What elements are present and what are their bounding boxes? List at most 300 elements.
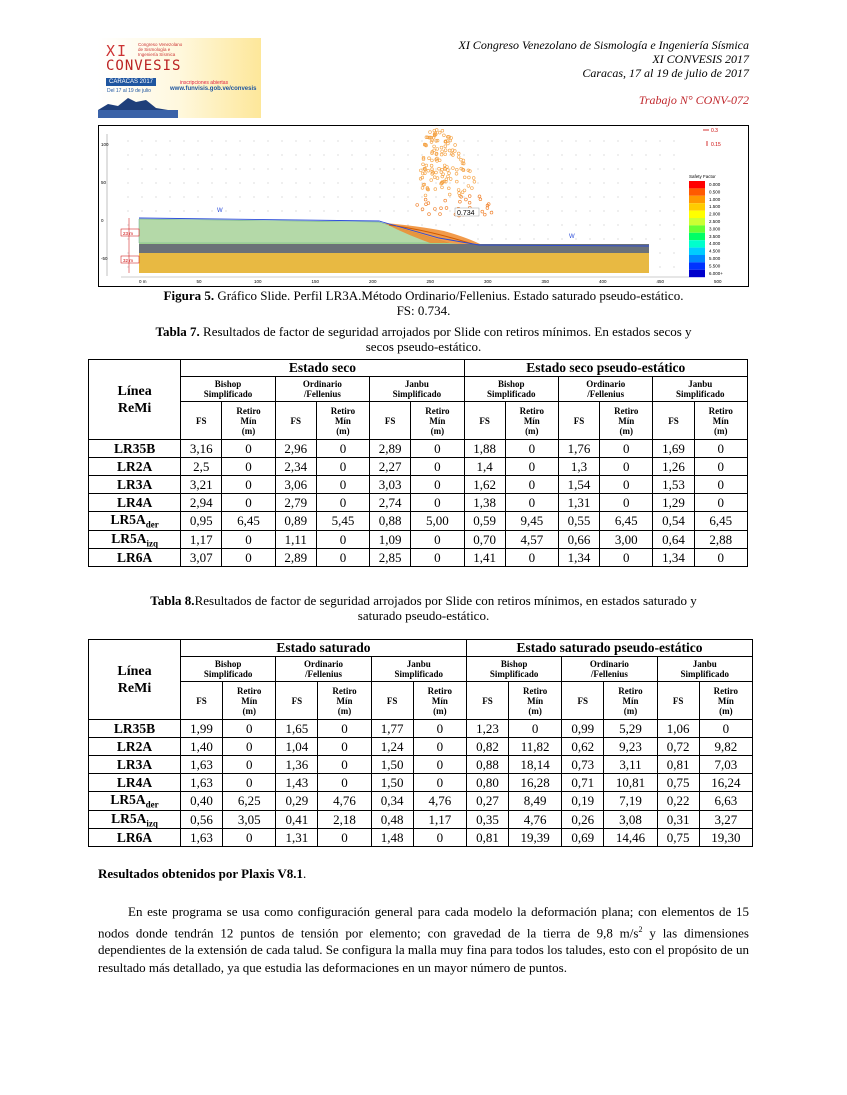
row-line-name: LR6A [89, 549, 181, 567]
table-row [89, 792, 753, 811]
table-cell: 19,39 [509, 829, 562, 847]
paragraph-part2: y las dimensiones dependientes de la extensión de cada talud. Se configura la malla muy fina para todos los taludes, esto con el propósito de un resultado más detallado, ya que estudia las deformaciones en un mayor número de puntos. [98, 924, 749, 975]
method-header: Ordinario /Fellenius [558, 377, 652, 402]
table-cell: 14,46 [604, 829, 657, 847]
table-cell: 1,77 [371, 720, 413, 738]
x-tick-label: 300 [484, 279, 492, 284]
table-cell: 9,23 [604, 738, 657, 756]
table-cell: 0 [694, 549, 747, 567]
table-row [89, 458, 748, 476]
logo-mountain-graphic [98, 38, 261, 118]
method-header: Bishop Simplificado [181, 377, 275, 402]
retiro-header: Retiro Mín (m) [604, 682, 657, 720]
table-cell: 1,23 [466, 720, 508, 738]
tabla8-caption [98, 593, 749, 623]
table-cell: 2,89 [370, 440, 411, 458]
fs-header: FS [275, 402, 316, 440]
table-cell: 6,45 [694, 512, 747, 531]
table-row [89, 476, 748, 494]
table-cell: 1,48 [371, 829, 413, 847]
table-cell: 0 [222, 549, 275, 567]
table-cell: 1,34 [653, 549, 694, 567]
header-info [458, 38, 749, 107]
table-cell: 2,5 [181, 458, 222, 476]
logo-convesis: CONVESIS [106, 58, 182, 74]
table-cell: 0,69 [562, 829, 604, 847]
load-label-2: 0.15 [711, 142, 721, 148]
table-cell: 0,75 [657, 774, 699, 792]
table-cell: 1,06 [657, 720, 699, 738]
table-cell: 1,26 [653, 458, 694, 476]
legend-swatch [689, 262, 705, 269]
table-cell: 0 [600, 458, 653, 476]
table-cell: 2,27 [370, 458, 411, 476]
table-cell: 2,96 [275, 440, 316, 458]
table-cell: 0 [694, 440, 747, 458]
table-cell: 0,54 [653, 512, 694, 531]
table-row [89, 810, 753, 829]
method-header: Ordinario /Fellenius [276, 657, 371, 682]
table-cell: 3,05 [223, 810, 276, 829]
table-row [89, 494, 748, 512]
header-linea-remi [89, 360, 181, 440]
legend-value: 0.500 [709, 189, 721, 195]
logo-url: www.funvisis.gob.ve/convesis [170, 86, 257, 92]
x-tick-label: 350 [541, 279, 550, 284]
table-cell: 1,24 [371, 738, 413, 756]
table-cell: 2,74 [370, 494, 411, 512]
fs-label: 0.734 [457, 210, 475, 217]
group-header-2: Estado seco pseudo-estático [464, 360, 747, 377]
legend-title: Safety Factor [689, 174, 716, 179]
table-cell: 1,54 [558, 476, 599, 494]
row-line-name: LR3A [89, 756, 181, 774]
table-cell: 0,41 [276, 810, 318, 829]
table-cell: 8,49 [509, 792, 562, 811]
table-cell: 0 [316, 530, 369, 549]
table-cell: 2,85 [370, 549, 411, 567]
table-cell: 0 [600, 549, 653, 567]
x-tick-label: 150 [311, 279, 320, 284]
legend-value: 3.500 [709, 233, 721, 239]
y-axis-ticks [101, 142, 109, 261]
table-cell: 0,75 [657, 829, 699, 847]
table-cell: 3,27 [699, 810, 752, 829]
legend-swatch [689, 270, 705, 277]
table-cell: 0 [411, 440, 464, 458]
table-cell: 3,07 [181, 549, 222, 567]
table-cell: 0,40 [181, 792, 223, 811]
row-line-name: LR2A [89, 458, 181, 476]
fs-header: FS [657, 682, 699, 720]
table-cell: 0 [222, 494, 275, 512]
table-cell: 16,24 [699, 774, 752, 792]
table-cell: 3,08 [604, 810, 657, 829]
x-tick-label: 0 m [139, 279, 147, 284]
table-cell: 0,88 [466, 756, 508, 774]
table-cell: 0 [318, 829, 371, 847]
table-cell: 11,82 [509, 738, 562, 756]
method-header: Bishop Simplificado [464, 377, 558, 402]
legend-value: 1.000 [709, 196, 721, 202]
figure-caption-line2: FS: 0.734. [396, 303, 451, 318]
row-line-name: $LR5A_{izq}$ [89, 810, 181, 829]
table-row [89, 512, 748, 531]
x-tick-label: 450 [656, 279, 665, 284]
y-tick-label: -50 [101, 256, 108, 261]
logo-inscripciones: inscripciones abiertas [180, 80, 229, 86]
tabla8 [88, 639, 753, 847]
table-cell: 5,45 [316, 512, 369, 531]
retiro-header: Retiro Mín (m) [699, 682, 752, 720]
table-cell: 0 [694, 476, 747, 494]
table-cell: 16,28 [509, 774, 562, 792]
row-line-name: LR35B [89, 440, 181, 458]
table-cell: 0 [600, 494, 653, 512]
table-cell: 7,03 [699, 756, 752, 774]
table-cell: 0 [222, 530, 275, 549]
legend-swatch [689, 248, 705, 255]
row-line-name: LR2A [89, 738, 181, 756]
table-cell: 2,94 [181, 494, 222, 512]
header-trabajo: Trabajo N° CONV-072 [638, 93, 749, 107]
table-cell: 1,38 [464, 494, 505, 512]
table-cell: 0,62 [562, 738, 604, 756]
table-cell: 0,27 [466, 792, 508, 811]
table-cell: 0 [222, 458, 275, 476]
legend-swatch [689, 211, 705, 218]
table-cell: 0,31 [657, 810, 699, 829]
table-cell: 0,80 [466, 774, 508, 792]
legend-value: 2.500 [709, 219, 721, 224]
method-header: Bishop Simplificado [466, 657, 561, 682]
legend-value: 5.500 [709, 263, 721, 269]
table-cell: 0 [694, 494, 747, 512]
table-cell: 0,95 [181, 512, 222, 531]
table-cell: 1,65 [276, 720, 318, 738]
table-cell: 2,18 [318, 810, 371, 829]
table-row [89, 720, 753, 738]
table-cell: 1,88 [464, 440, 505, 458]
table-cell: 0 [318, 774, 371, 792]
legend-swatch [689, 225, 705, 232]
legend-value: 4.500 [709, 248, 721, 254]
tabla7-caption-line2: secos pseudo-estático. [365, 339, 482, 354]
table-cell: 4,76 [318, 792, 371, 811]
row-line-name: LR3A [89, 476, 181, 494]
table-cell: 0,34 [371, 792, 413, 811]
table-cell: 6,45 [222, 512, 275, 531]
table-cell: 1,69 [653, 440, 694, 458]
table-cell: 0 [223, 829, 276, 847]
retiro-header: Retiro Mín (m) [600, 402, 653, 440]
fs-header: FS [276, 682, 318, 720]
legend-swatch [689, 196, 705, 203]
table-cell: 0 [600, 476, 653, 494]
table-cell: 0 [316, 549, 369, 567]
table-cell: 2,88 [694, 530, 747, 549]
table-row [89, 756, 753, 774]
logo-dates: Del 17 al 19 de julio [107, 88, 151, 94]
row-line-name: LR35B [89, 720, 181, 738]
table-cell: 1,63 [181, 774, 223, 792]
table-cell: 0 [411, 458, 464, 476]
method-header: Bishop Simplificado [181, 657, 276, 682]
load-label-1: 0.3 [711, 128, 718, 134]
x-tick-label: 200 [369, 279, 377, 284]
retiro-header: Retiro Mín (m) [316, 402, 369, 440]
tabla8-caption-text: Resultados de factor de seguridad arrojados por Slide con retiros mínimos, en estados saturado y [194, 593, 697, 608]
table-cell: 0 [413, 720, 466, 738]
table-cell: 0 [222, 476, 275, 494]
row-line-name: $LR5A_{izq}$ [89, 530, 181, 549]
header-linea: Línea [117, 663, 152, 679]
fs-header: FS [181, 402, 222, 440]
legend-value: 2.000 [709, 211, 721, 217]
header-dates: Caracas, 17 al 19 de julio de 2017 [582, 66, 749, 80]
table-cell: 0 [411, 476, 464, 494]
table-cell: 1,09 [370, 530, 411, 549]
tabla8-caption-label: Tabla 8. [150, 593, 195, 608]
table-cell: 1,34 [558, 549, 599, 567]
y-tick-label: 100 [101, 142, 109, 147]
table-cell: 1,31 [558, 494, 599, 512]
table-cell: 0,35 [466, 810, 508, 829]
table-cell: 0,22 [657, 792, 699, 811]
table-cell: 0 [413, 774, 466, 792]
retiro-header: Retiro Mín (m) [411, 402, 464, 440]
table-cell: 0,48 [371, 810, 413, 829]
retiro-header: Retiro Mín (m) [223, 682, 276, 720]
legend-value: 1.500 [709, 204, 721, 210]
header-congress: XI Congreso Venezolano de Sismología e Ingeniería Sísmica [458, 38, 749, 52]
table-cell: 0,64 [653, 530, 694, 549]
table-cell: 7,19 [604, 792, 657, 811]
fs-header: FS [558, 402, 599, 440]
x-tick-label: 400 [599, 279, 607, 284]
retiro-header: Retiro Mín (m) [694, 402, 747, 440]
table-cell: 3,06 [275, 476, 316, 494]
retiro-header: Retiro Mín (m) [318, 682, 371, 720]
table-cell: 1,43 [276, 774, 318, 792]
convesis-logo [98, 38, 261, 118]
table-cell: 4,76 [509, 810, 562, 829]
table-cell: 5,29 [604, 720, 657, 738]
y-tick-label: 0 [101, 218, 104, 223]
table-cell: 1,41 [464, 549, 505, 567]
table-cell: 19,30 [699, 829, 752, 847]
x-tick-label: 250 [426, 279, 435, 284]
row-line-name: $LR5A_{der}$ [89, 792, 181, 811]
fs-header: FS [562, 682, 604, 720]
table-cell: 0 [505, 440, 558, 458]
group-header-2: Estado saturado pseudo-estático [466, 640, 752, 657]
table-cell: 0 [318, 720, 371, 738]
legend-swatch [689, 188, 705, 195]
logo-caracas: CARACAS 2017 [106, 78, 156, 86]
x-tick-label: 50 [196, 279, 202, 284]
dim-label-2: 32 m [123, 258, 134, 263]
section-title-period: . [303, 866, 307, 881]
table-cell: 1,40 [181, 738, 223, 756]
x-tick-label: 500 [714, 279, 722, 284]
figure-caption [98, 288, 749, 318]
table-cell: 0,70 [464, 530, 505, 549]
safety-factor-legend [689, 174, 723, 277]
table-cell: 1,17 [181, 530, 222, 549]
table-cell: 0 [411, 530, 464, 549]
paragraph-sup: 2 [638, 924, 643, 934]
row-line-name: LR4A [89, 494, 181, 512]
table-cell: 0 [316, 476, 369, 494]
table-cell: 1,29 [653, 494, 694, 512]
row-line-name: $LR5A_{der}$ [89, 512, 181, 531]
fs-header: FS [181, 682, 223, 720]
table-cell: 0 [316, 458, 369, 476]
table-cell: 2,89 [275, 549, 316, 567]
table-cell: 0,99 [562, 720, 604, 738]
table-cell: 1,17 [413, 810, 466, 829]
method-header: Janbu Simplificado [653, 377, 748, 402]
table-cell: 1,31 [276, 829, 318, 847]
slide-figure [98, 125, 749, 287]
method-header: Janbu Simplificado [370, 377, 464, 402]
table-cell: 0 [318, 756, 371, 774]
table-cell: 0,89 [275, 512, 316, 531]
table-cell: 0,82 [466, 738, 508, 756]
legend-value: 4.000 [709, 241, 721, 247]
table-cell: 6,63 [699, 792, 752, 811]
section-title-text: Resultados obtenidos por Plaxis V8.1 [98, 866, 304, 881]
fs-header: FS [466, 682, 508, 720]
method-header: Janbu Simplificado [657, 657, 752, 682]
header-linea-remi [89, 640, 181, 720]
group-header-1: Estado saturado [181, 640, 467, 657]
table-cell: 0 [505, 549, 558, 567]
table-cell: 0,81 [657, 756, 699, 774]
table-cell: 10,81 [604, 774, 657, 792]
method-header: Ordinario /Fellenius [275, 377, 369, 402]
group-header-1: Estado seco [181, 360, 464, 377]
body-paragraph [98, 903, 749, 976]
table-row [89, 829, 753, 847]
legend-value: 3.000 [709, 226, 721, 232]
figure-caption-text: Gráfico Slide. Perfil LR3A.Método Ordinario/Fellenius. Estado saturado pseudo-estático. [214, 288, 684, 303]
table-cell: 1,4 [464, 458, 505, 476]
table-cell: 0 [413, 829, 466, 847]
table-cell: 0 [505, 476, 558, 494]
retiro-header: Retiro Mín (m) [505, 402, 558, 440]
table-cell: 0,72 [657, 738, 699, 756]
table-cell: 1,76 [558, 440, 599, 458]
table-row [89, 549, 748, 567]
header-edition: XI CONVESIS 2017 [652, 52, 749, 66]
table-cell: 1,50 [371, 774, 413, 792]
table-cell: 18,14 [509, 756, 562, 774]
table-row [89, 774, 753, 792]
table-cell: 0,81 [466, 829, 508, 847]
legend-swatch [689, 218, 705, 225]
table-cell: 0,29 [276, 792, 318, 811]
table-cell: 3,11 [604, 756, 657, 774]
water-label-left: W [217, 208, 223, 214]
table-cell: 6,25 [223, 792, 276, 811]
method-header: Janbu Simplificado [371, 657, 466, 682]
legend-swatch [689, 181, 705, 188]
table-cell: 3,16 [181, 440, 222, 458]
table-cell: 3,00 [600, 530, 653, 549]
table-cell: 9,45 [505, 512, 558, 531]
logo-xi: XI [106, 42, 129, 60]
table-cell: 0 [223, 738, 276, 756]
table-cell: 5,00 [411, 512, 464, 531]
table-cell: 3,21 [181, 476, 222, 494]
table-cell: 0 [505, 494, 558, 512]
table-cell: 0,71 [562, 774, 604, 792]
table-row [89, 738, 753, 756]
fs-header: FS [371, 682, 413, 720]
table-cell: 0,73 [562, 756, 604, 774]
table-cell: 0 [318, 738, 371, 756]
table-cell: 0 [694, 458, 747, 476]
slide-plot [99, 126, 748, 286]
table-cell: 4,76 [413, 792, 466, 811]
fs-header: FS [370, 402, 411, 440]
table-cell: 1,04 [276, 738, 318, 756]
table-cell: 0,59 [464, 512, 505, 531]
table-cell: 1,62 [464, 476, 505, 494]
y-tick-label: 50 [101, 180, 107, 185]
table-cell: 0 [699, 720, 752, 738]
tabla8-caption-line2: saturado pseudo-estático. [357, 608, 490, 623]
table-cell: 0,66 [558, 530, 599, 549]
water-label-right: W [569, 234, 575, 240]
table-cell: 1,50 [371, 756, 413, 774]
section-title [98, 866, 306, 882]
table-cell: 0 [505, 458, 558, 476]
tabla7-caption [98, 324, 749, 354]
tabla7-caption-text: Resultados de factor de seguridad arrojados por Slide con retiros mínimos. En estados secos y [199, 324, 692, 339]
legend-swatch [689, 240, 705, 247]
header-remi: ReMi [117, 680, 152, 696]
table-cell: 0 [411, 549, 464, 567]
table-cell: 2,79 [275, 494, 316, 512]
table-cell: 9,82 [699, 738, 752, 756]
table-cell: 1,3 [558, 458, 599, 476]
table-cell: 1,36 [276, 756, 318, 774]
table-cell: 0 [223, 756, 276, 774]
table-cell: 1,63 [181, 756, 223, 774]
table-cell: 0 [600, 440, 653, 458]
table-cell: 4,57 [505, 530, 558, 549]
table-cell: 0 [316, 440, 369, 458]
table-row [89, 440, 748, 458]
legend-value: 5.000 [709, 256, 721, 261]
table-cell: 0 [316, 494, 369, 512]
table-cell: 0 [411, 494, 464, 512]
header-remi: ReMi [117, 400, 152, 416]
retiro-header: Retiro Mín (m) [222, 402, 275, 440]
table-cell: 0,56 [181, 810, 223, 829]
table-cell: 6,45 [600, 512, 653, 531]
legend-swatch [689, 255, 705, 262]
fs-header: FS [653, 402, 694, 440]
table-cell: 1,53 [653, 476, 694, 494]
legend-swatch [689, 203, 705, 210]
table-cell: 0,55 [558, 512, 599, 531]
tabla7-caption-label: Tabla 7. [155, 324, 200, 339]
legend-value: 0.000 [709, 182, 721, 187]
